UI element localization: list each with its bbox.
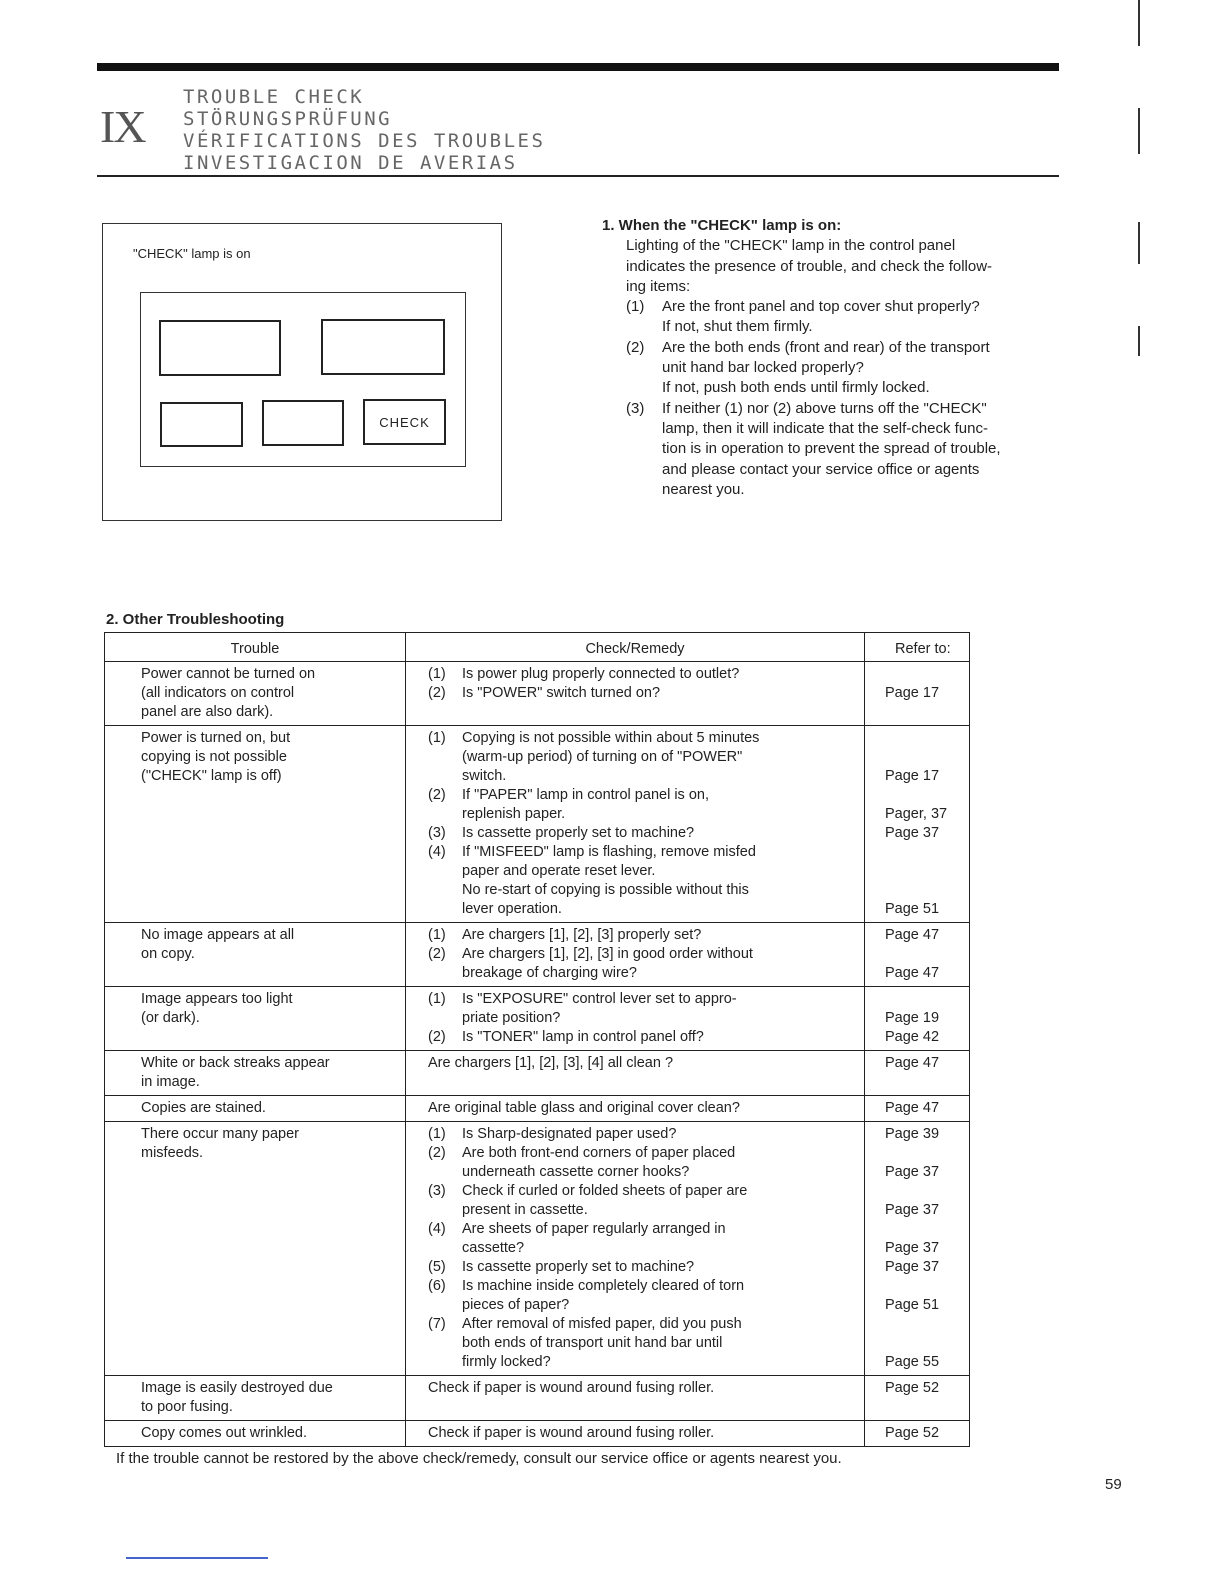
item-number: (1) xyxy=(626,298,645,316)
remedy-line: Is machine inside completely cleared of torn xyxy=(462,1278,745,1294)
refer-cell xyxy=(865,1376,970,1421)
trouble-line: copying is not possible xyxy=(141,749,287,765)
page-reference: Page 55 xyxy=(885,1354,940,1370)
remedy-line: Are chargers [1], [2], [3] in good order without xyxy=(462,946,753,962)
page-reference: Page 51 xyxy=(885,901,940,917)
remedy-cell xyxy=(406,987,865,1051)
remedy-cell xyxy=(406,726,865,923)
remedy-item xyxy=(428,1182,858,1220)
remedy-number: (1) xyxy=(428,730,446,746)
remedy-line: breakage of charging wire? xyxy=(462,965,637,981)
remedy-number: (2) xyxy=(428,685,446,701)
remedy-line: No re-start of copying is possible without this xyxy=(462,882,749,898)
page-reference: Page 39 xyxy=(885,1126,940,1142)
trouble-line: White or back streaks appear xyxy=(141,1055,330,1071)
remedy-line: Is "TONER" lamp in control panel off? xyxy=(462,1029,704,1045)
refer-cell xyxy=(865,726,970,923)
page-reference xyxy=(885,729,963,748)
remedy-item xyxy=(428,786,858,824)
remedy-number: (4) xyxy=(428,1221,446,1237)
remedy-line: cassette? xyxy=(462,1240,525,1256)
remedy-line: replenish paper. xyxy=(462,806,566,822)
remedy-line: (warm-up period) of turning on of "POWER" xyxy=(462,749,743,765)
page-reference xyxy=(885,1277,963,1296)
trouble-cell xyxy=(105,987,406,1051)
item-line: nearest you. xyxy=(662,480,745,498)
trouble-cell xyxy=(105,923,406,987)
table-row xyxy=(105,923,970,987)
page-reference xyxy=(885,665,963,684)
remedy-line: Are chargers [1], [2], [3], [4] all clean ? xyxy=(428,1055,674,1071)
item-line: Are the front panel and top cover shut properly? xyxy=(662,298,980,316)
remedy-number: (1) xyxy=(428,666,446,682)
trouble-line: There occur many paper xyxy=(141,1126,299,1142)
remedy-line: Is cassette properly set to machine? xyxy=(462,1259,695,1275)
page-reference xyxy=(885,1334,963,1353)
item-line: If not, shut them firmly. xyxy=(662,318,813,336)
trouble-cell xyxy=(105,726,406,923)
remedy-number: (2) xyxy=(428,787,446,803)
figure-caption: "CHECK" lamp is on xyxy=(133,246,251,261)
remedy-cell xyxy=(406,1051,865,1096)
page-reference: Page 52 xyxy=(885,1380,940,1396)
remedy-line: lever operation. xyxy=(462,901,562,917)
remedy-item xyxy=(428,843,858,919)
remedy-item xyxy=(428,1315,858,1372)
remedy-item xyxy=(428,824,858,843)
remedy-line: Check if paper is wound around fusing roller. xyxy=(428,1425,715,1441)
remedy-line: Check if paper is wound around fusing roller. xyxy=(428,1380,715,1396)
remedy-line: firmly locked? xyxy=(462,1354,551,1370)
scan-edge-mark xyxy=(1138,222,1140,264)
page-reference xyxy=(885,862,963,881)
section-1-intro xyxy=(602,236,1064,297)
scan-edge-mark xyxy=(126,1557,268,1559)
trouble-line: (or dark). xyxy=(141,1010,200,1026)
remedy-item xyxy=(428,1099,858,1118)
remedy-item xyxy=(428,1054,858,1073)
column-header-remedy: Check/Remedy xyxy=(406,633,865,662)
remedy-cell xyxy=(406,1376,865,1421)
page-number: 59 xyxy=(1105,1476,1122,1493)
refer-cell xyxy=(865,1051,970,1096)
remedy-line: underneath cassette corner hooks? xyxy=(462,1164,690,1180)
remedy-cell xyxy=(406,662,865,726)
remedy-line: Is "EXPOSURE" control lever set to appro- xyxy=(462,991,737,1007)
remedy-item xyxy=(428,1258,858,1277)
page-reference xyxy=(885,748,963,767)
page-reference xyxy=(885,843,963,862)
remedy-line: Copying is not possible within about 5 minutes xyxy=(462,730,760,746)
page-reference xyxy=(885,1220,963,1239)
remedy-number: (5) xyxy=(428,1259,446,1275)
item-line: If neither (1) nor (2) above turns off the "CHECK" xyxy=(662,399,987,417)
page-reference xyxy=(885,1144,963,1163)
section-2-heading: 2. Other Troubleshooting xyxy=(106,611,285,628)
trouble-line: in image. xyxy=(141,1074,200,1090)
title-german: STÖRUNGSPRÜFUNG xyxy=(183,108,393,130)
remedy-number: (2) xyxy=(428,1145,446,1161)
panel-display-right xyxy=(321,319,445,375)
remedy-cell xyxy=(406,1096,865,1122)
page-reference: Page 17 xyxy=(885,768,940,784)
trouble-line: Image is easily destroyed due xyxy=(141,1380,333,1396)
table-row xyxy=(105,726,970,923)
page-reference xyxy=(885,990,963,1009)
header-rule-thick xyxy=(97,63,1059,71)
panel-lamp-1 xyxy=(160,402,243,447)
section-1-item xyxy=(602,297,1064,338)
remedy-number: (4) xyxy=(428,844,446,860)
section-1 xyxy=(602,216,1064,500)
remedy-number: (3) xyxy=(428,1183,446,1199)
page-reference xyxy=(885,881,963,900)
section-1-heading: 1. When the "CHECK" lamp is on: xyxy=(602,217,842,234)
page-reference: Page 37 xyxy=(885,1240,940,1256)
remedy-item xyxy=(428,945,858,983)
remedy-line: Are sheets of paper regularly arranged in xyxy=(462,1221,726,1237)
item-number: (3) xyxy=(626,399,645,417)
remedy-line: Check if curled or folded sheets of paper are xyxy=(462,1183,748,1199)
title-spanish: INVESTIGACION DE AVERIAS xyxy=(183,152,518,174)
panel-lamp-2 xyxy=(262,400,344,446)
trouble-line: panel are also dark). xyxy=(141,704,274,720)
page-reference: Page 47 xyxy=(885,1100,940,1116)
remedy-line: If "MISFEED" lamp is flashing, remove misfed xyxy=(462,844,756,860)
remedy-number: (2) xyxy=(428,946,446,962)
remedy-line: If "PAPER" lamp in control panel is on, xyxy=(462,787,709,803)
trouble-line: misfeeds. xyxy=(141,1145,204,1161)
column-header-refer: Refer to: xyxy=(865,633,970,662)
table-row xyxy=(105,1096,970,1122)
remedy-number: (7) xyxy=(428,1316,446,1332)
scan-edge-mark xyxy=(1138,326,1140,356)
page-reference: Page 37 xyxy=(885,825,940,841)
remedy-line: Is Sharp-designated paper used? xyxy=(462,1126,677,1142)
item-line: If not, push both ends until firmly locked. xyxy=(662,379,930,397)
table-row xyxy=(105,1421,970,1447)
remedy-line: pieces of paper? xyxy=(462,1297,570,1313)
remedy-number: (1) xyxy=(428,991,446,1007)
page-reference: Page 37 xyxy=(885,1164,940,1180)
intro-line: Lighting of the "CHECK" lamp in the control panel xyxy=(626,237,956,255)
remedy-line: Are original table glass and original cover clean? xyxy=(428,1100,740,1116)
trouble-line: Image appears too light xyxy=(141,991,293,1007)
remedy-cell xyxy=(406,923,865,987)
table-row xyxy=(105,1051,970,1096)
table-row xyxy=(105,662,970,726)
page-reference xyxy=(885,1315,963,1334)
trouble-cell xyxy=(105,1421,406,1447)
trouble-cell xyxy=(105,1096,406,1122)
remedy-line: switch. xyxy=(462,768,507,784)
title-english: TROUBLE CHECK xyxy=(183,86,365,108)
remedy-item xyxy=(428,1144,858,1182)
remedy-number: (3) xyxy=(428,825,446,841)
section-1-item xyxy=(602,399,1064,500)
item-line: and please contact your service office or agents xyxy=(662,460,980,478)
section-numeral: IX xyxy=(100,101,145,152)
remedy-item xyxy=(428,1379,858,1398)
remedy-line: Are chargers [1], [2], [3] properly set? xyxy=(462,927,702,943)
remedy-item xyxy=(428,990,858,1028)
trouble-line: on copy. xyxy=(141,946,195,962)
trouble-cell xyxy=(105,1122,406,1376)
header-rule-thin xyxy=(97,175,1059,177)
page-reference xyxy=(885,786,963,805)
page-reference: Page 51 xyxy=(885,1297,940,1313)
remedy-line: Is power plug properly connected to outlet? xyxy=(462,666,740,682)
page-reference: Page 37 xyxy=(885,1202,940,1218)
trouble-cell xyxy=(105,1376,406,1421)
table-row xyxy=(105,1376,970,1421)
footer-note: If the trouble cannot be restored by the above check/remedy, consult our service office or agents nearest you. xyxy=(116,1450,842,1467)
remedy-item xyxy=(428,926,858,945)
refer-cell xyxy=(865,662,970,726)
remedy-line: present in cassette. xyxy=(462,1202,588,1218)
page-reference xyxy=(885,945,963,964)
scan-edge-mark xyxy=(1138,108,1140,154)
page-reference: Page 17 xyxy=(885,685,940,701)
remedy-item xyxy=(428,1424,858,1443)
item-line: unit hand bar locked properly? xyxy=(662,359,864,377)
trouble-line: (all indicators on control xyxy=(141,685,295,701)
trouble-line: to poor fusing. xyxy=(141,1399,233,1415)
trouble-cell xyxy=(105,662,406,726)
remedy-line: After removal of misfed paper, did you push xyxy=(462,1316,742,1332)
scan-edge-mark xyxy=(1138,0,1140,46)
remedy-item xyxy=(428,729,858,786)
remedy-item xyxy=(428,1220,858,1258)
refer-cell xyxy=(865,987,970,1051)
trouble-line: No image appears at all xyxy=(141,927,295,943)
trouble-line: Copies are stained. xyxy=(141,1100,266,1116)
remedy-number: (6) xyxy=(428,1278,446,1294)
page-reference: Pager, 37 xyxy=(885,806,948,822)
page-reference: Page 52 xyxy=(885,1425,940,1441)
check-lamp: CHECK xyxy=(363,399,446,445)
remedy-line: both ends of transport unit hand bar until xyxy=(462,1335,723,1351)
trouble-line: Power is turned on, but xyxy=(141,730,291,746)
item-number: (2) xyxy=(626,338,645,356)
page-reference: Page 47 xyxy=(885,1055,940,1071)
refer-cell xyxy=(865,1122,970,1376)
page-reference: Page 47 xyxy=(885,965,940,981)
page-reference: Page 37 xyxy=(885,1259,940,1275)
section-titles xyxy=(183,86,545,174)
panel-display-left xyxy=(159,320,281,376)
troubleshooting-table xyxy=(104,632,970,1447)
remedy-item xyxy=(428,1125,858,1144)
remedy-item xyxy=(428,1028,858,1047)
page-reference xyxy=(885,1182,963,1201)
table-row xyxy=(105,1122,970,1376)
title-french: VÉRIFICATIONS DES TROUBLES xyxy=(183,130,546,152)
trouble-line: ("CHECK" lamp is off) xyxy=(141,768,282,784)
remedy-item xyxy=(428,1277,858,1315)
table-header-row xyxy=(105,633,970,662)
remedy-line: Are both front-end corners of paper placed xyxy=(462,1145,736,1161)
column-header-trouble: Trouble xyxy=(105,633,406,662)
refer-cell xyxy=(865,1096,970,1122)
remedy-line: priate position? xyxy=(462,1010,561,1026)
remedy-line: paper and operate reset lever. xyxy=(462,863,656,879)
trouble-line: Copy comes out wrinkled. xyxy=(141,1425,308,1441)
remedy-cell xyxy=(406,1421,865,1447)
item-line: Are the both ends (front and rear) of the transport xyxy=(662,338,990,356)
intro-line: ing items: xyxy=(626,277,691,295)
page-reference: Page 42 xyxy=(885,1029,940,1045)
remedy-item xyxy=(428,684,858,703)
page-reference: Page 19 xyxy=(885,1010,940,1026)
item-line: lamp, then it will indicate that the self-check func- xyxy=(662,419,988,437)
trouble-cell xyxy=(105,1051,406,1096)
section-1-item xyxy=(602,338,1064,399)
page-reference: Page 47 xyxy=(885,927,940,943)
remedy-number: (2) xyxy=(428,1029,446,1045)
remedy-line: Is "POWER" switch turned on? xyxy=(462,685,661,701)
remedy-number: (1) xyxy=(428,1126,446,1142)
refer-cell xyxy=(865,1421,970,1447)
remedy-cell xyxy=(406,1122,865,1376)
remedy-item xyxy=(428,665,858,684)
intro-line: indicates the presence of trouble, and check the follow- xyxy=(626,257,993,275)
refer-cell xyxy=(865,923,970,987)
trouble-line: Power cannot be turned on xyxy=(141,666,316,682)
remedy-line: Is cassette properly set to machine? xyxy=(462,825,695,841)
remedy-number: (1) xyxy=(428,927,446,943)
table-row xyxy=(105,987,970,1051)
item-line: tion is in operation to prevent the spread of trouble, xyxy=(662,440,1001,458)
